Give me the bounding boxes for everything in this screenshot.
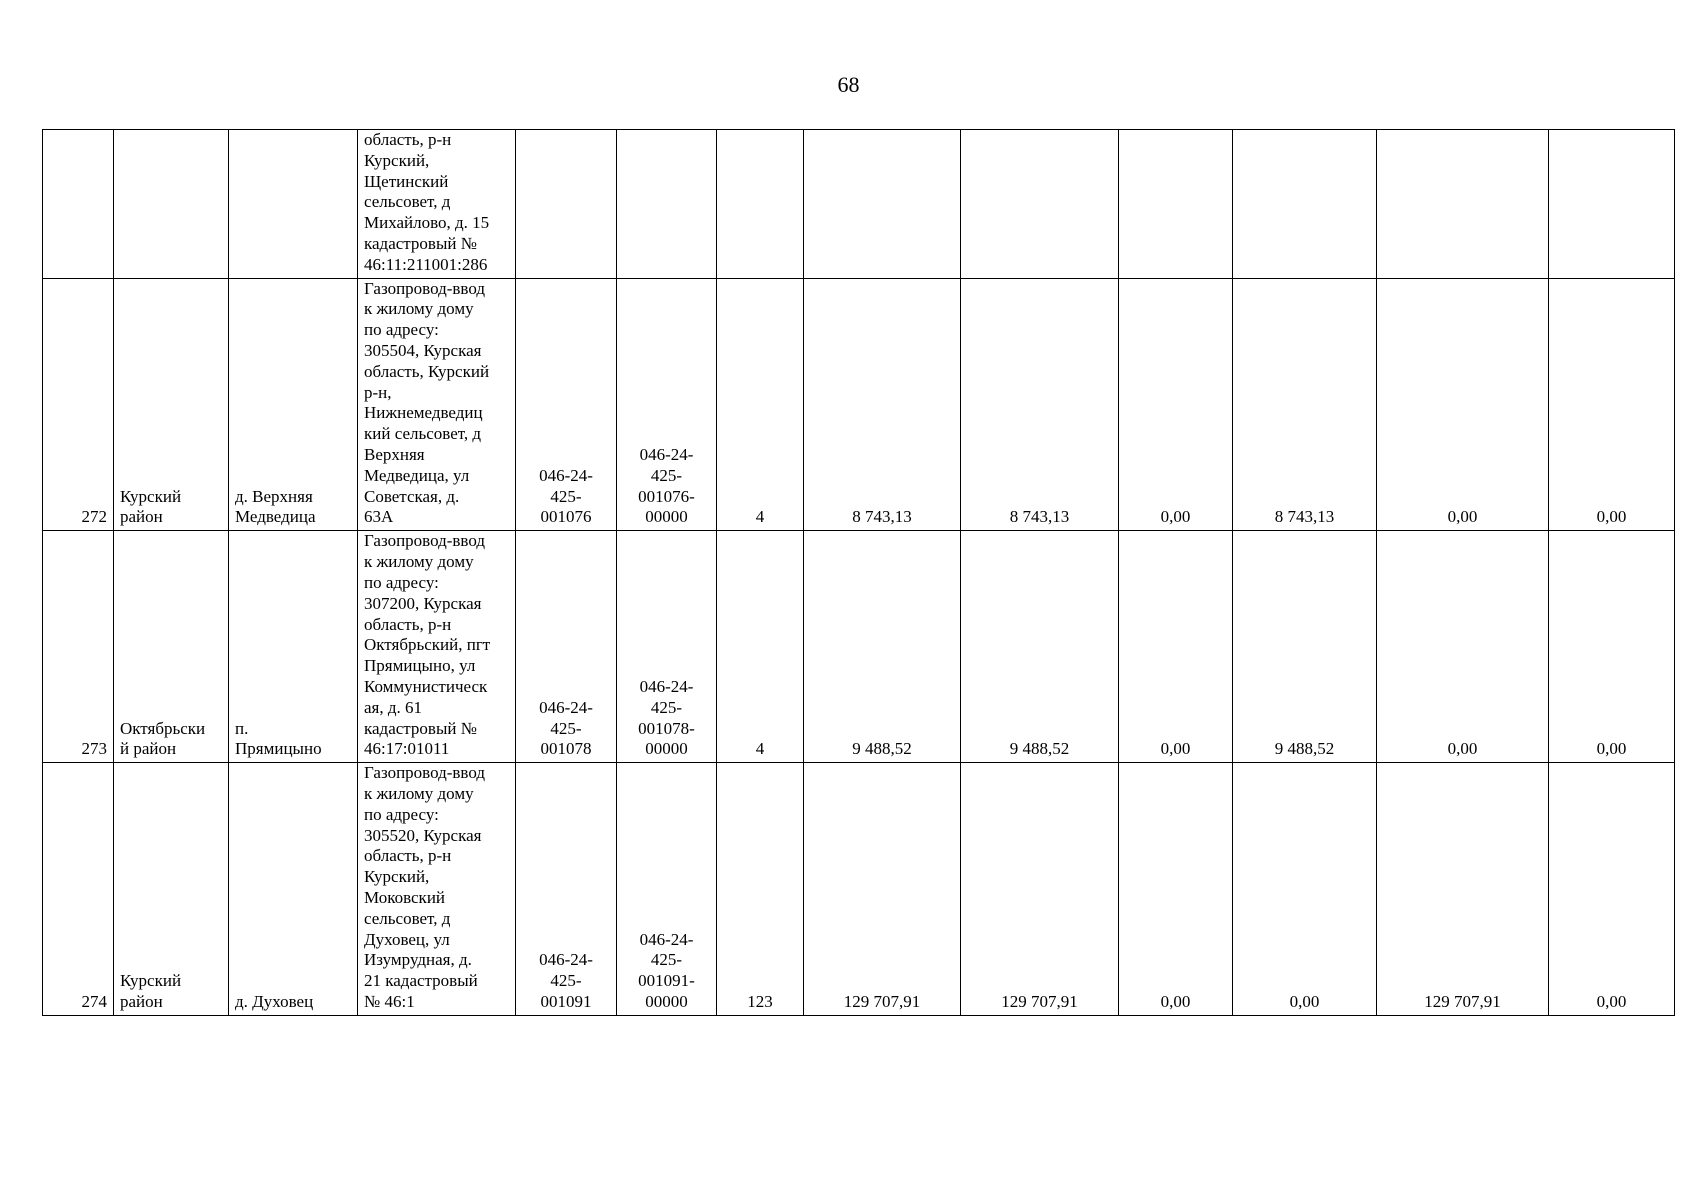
value-cell: 8 743,13 bbox=[1233, 278, 1377, 531]
full-code-cell bbox=[617, 130, 717, 279]
table-row bbox=[43, 763, 1675, 1016]
district-cell bbox=[114, 130, 229, 279]
objects-table bbox=[42, 129, 1675, 1016]
settlement-cell: п. Прямицыно bbox=[229, 531, 358, 763]
value-cell: 9 488,52 bbox=[804, 531, 961, 763]
row-number-cell: 273 bbox=[43, 531, 114, 763]
value-cell bbox=[1119, 130, 1233, 279]
value-cell: 0,00 bbox=[1377, 531, 1549, 763]
settlement-cell bbox=[229, 130, 358, 279]
address-cell: область, р-н Курский, Щетинский сельсовет, д Михайлово, д. 15 кадастровый № 46:11:211001:286 bbox=[358, 130, 516, 279]
value-cell bbox=[1377, 130, 1549, 279]
quantity-cell: 123 bbox=[717, 763, 804, 1016]
value-cell: 8 743,13 bbox=[961, 278, 1119, 531]
quantity-cell: 4 bbox=[717, 278, 804, 531]
value-cell: 8 743,13 bbox=[804, 278, 961, 531]
quantity-cell: 4 bbox=[717, 531, 804, 763]
table-row bbox=[43, 278, 1675, 531]
value-cell: 0,00 bbox=[1549, 278, 1675, 531]
settlement-cell: д. Духовец bbox=[229, 763, 358, 1016]
row-number-cell bbox=[43, 130, 114, 279]
full-code-cell: 046-24- 425- 001076- 00000 bbox=[617, 278, 717, 531]
settlement-cell: д. Верхняя Медведица bbox=[229, 278, 358, 531]
value-cell: 129 707,91 bbox=[804, 763, 961, 1016]
table-row bbox=[43, 130, 1675, 279]
code-cell: 046-24- 425- 001076 bbox=[516, 278, 617, 531]
full-code-cell: 046-24- 425- 001078- 00000 bbox=[617, 531, 717, 763]
district-cell: Октябрьски й район bbox=[114, 531, 229, 763]
value-cell bbox=[1549, 130, 1675, 279]
address-cell: Газопровод-ввод к жилому дому по адресу: 305504, Курская область, Курский р-н, Нижнемедведиц кий сельсовет, д Верхняя Медведица, ул Советская, д. 63А bbox=[358, 278, 516, 531]
value-cell: 0,00 bbox=[1377, 278, 1549, 531]
full-code-cell: 046-24- 425- 001091- 00000 bbox=[617, 763, 717, 1016]
address-cell: Газопровод-ввод к жилому дому по адресу: 305520, Курская область, р-н Курский, Моковский сельсовет, д Духовец, ул Изумрудная, д. 21 кадастровый № 46:1 bbox=[358, 763, 516, 1016]
value-cell: 0,00 bbox=[1119, 278, 1233, 531]
value-cell: 0,00 bbox=[1119, 531, 1233, 763]
table-row bbox=[43, 531, 1675, 763]
code-cell: 046-24- 425- 001091 bbox=[516, 763, 617, 1016]
value-cell bbox=[961, 130, 1119, 279]
value-cell: 0,00 bbox=[1233, 763, 1377, 1016]
value-cell: 129 707,91 bbox=[1377, 763, 1549, 1016]
district-cell: Курский район bbox=[114, 763, 229, 1016]
value-cell: 0,00 bbox=[1549, 763, 1675, 1016]
value-cell: 9 488,52 bbox=[1233, 531, 1377, 763]
code-cell: 046-24- 425- 001078 bbox=[516, 531, 617, 763]
page-number: 68 bbox=[837, 72, 860, 97]
row-number-cell: 272 bbox=[43, 278, 114, 531]
value-cell: 0,00 bbox=[1119, 763, 1233, 1016]
value-cell: 9 488,52 bbox=[961, 531, 1119, 763]
value-cell bbox=[1233, 130, 1377, 279]
address-cell: Газопровод-ввод к жилому дому по адресу: 307200, Курская область, р-н Октябрьский, пгт Прямицыно, ул Коммунистическ ая, д. 61 кадастровый № 46:17:01011 bbox=[358, 531, 516, 763]
row-number-cell: 274 bbox=[43, 763, 114, 1016]
value-cell bbox=[804, 130, 961, 279]
code-cell bbox=[516, 130, 617, 279]
quantity-cell bbox=[717, 130, 804, 279]
value-cell: 129 707,91 bbox=[961, 763, 1119, 1016]
district-cell: Курский район bbox=[114, 278, 229, 531]
value-cell: 0,00 bbox=[1549, 531, 1675, 763]
